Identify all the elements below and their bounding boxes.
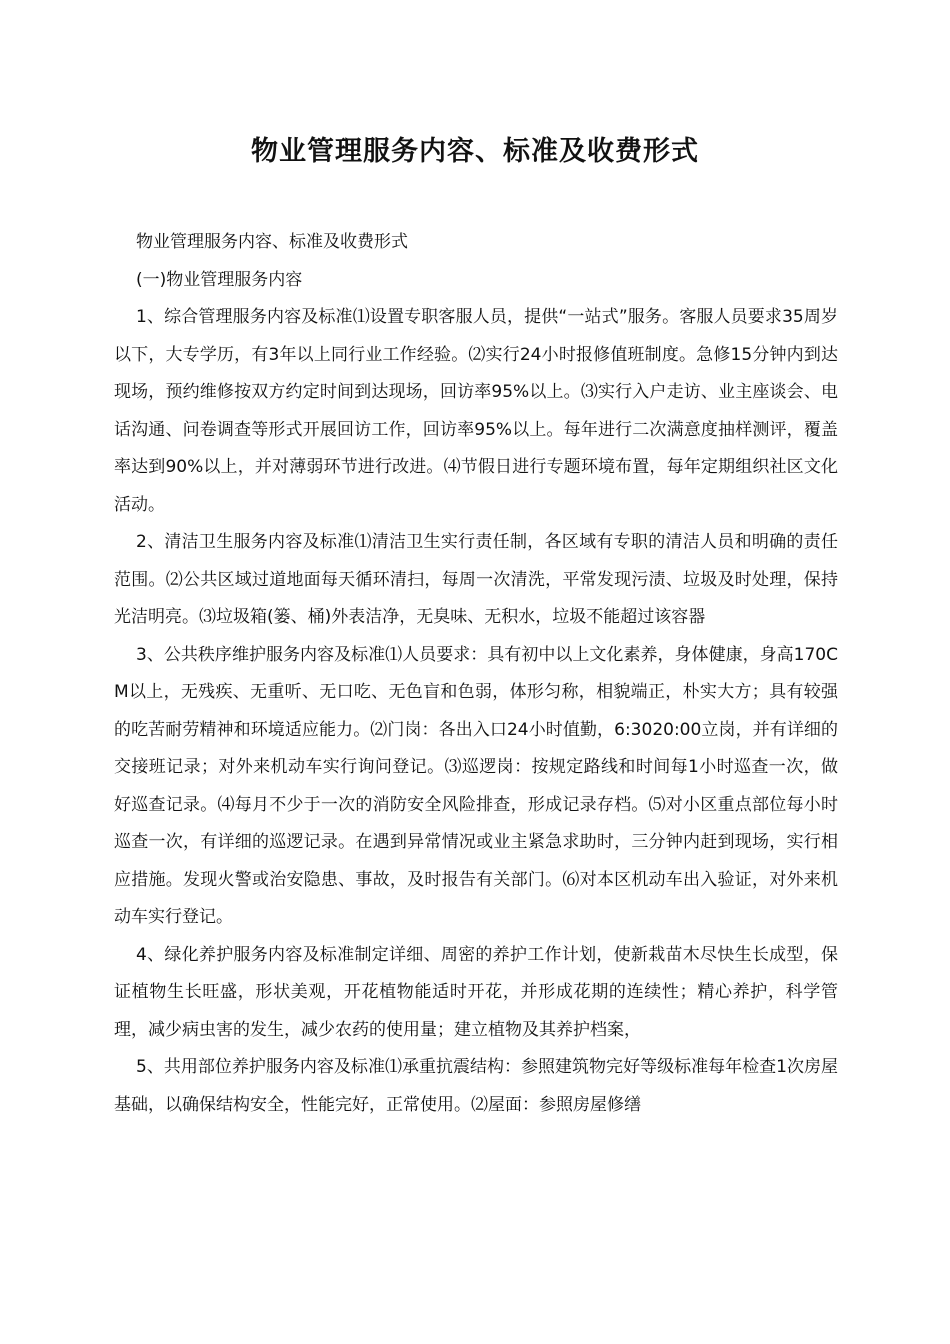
paragraph-section-heading: (一)物业管理服务内容 bbox=[136, 269, 303, 290]
paragraph-cleaning: 2、清洁卫生服务内容及标准⑴清洁卫生实行责任制，各区域有专职的清洁人员和明确的责任范围。⑵公共区域过道地面每天循环清扫，每周一次清洗，平常发现污渍、垃圾及时处理，保持光洁明亮。⑶垃圾箱(篓、桶)外表洁净，无臭味、无积水，垃圾不能超过该容器 bbox=[114, 532, 838, 627]
document-title: 物业管理服务内容、标准及收费形式 bbox=[251, 136, 699, 167]
paragraph-subtitle: 物业管理服务内容、标准及收费形式 bbox=[136, 232, 408, 252]
paragraph-common-parts: 5、共用部位养护服务内容及标准⑴承重抗震结构：参照建筑物完好等级标准每年检查1次房屋基础，以确保结构安全，性能完好，正常使用。⑵屋面：参照房屋修缮 bbox=[114, 1057, 838, 1115]
paragraph-greening: 4、绿化养护服务内容及标准制定详细、周密的养护工作计划，使新栽苗木尽快生长成型，保证植物生长旺盛，形状美观，开花植物能适时开花，并形成花期的连续性；精心养护，科学管理，减少病虫害的发生，减少农药的使用量；建立植物及其养护档案， bbox=[114, 944, 838, 1040]
paragraph-general-management: 1、综合管理服务内容及标准⑴设置专职客服人员，提供“一站式”服务。客服人员要求35周岁以下，大专学历，有3年以上同行业工作经验。⑵实行24小时报修值班制度。急修15分钟内到达现场，预约维修按双方约定时间到达现场，回访率95%以上。⑶实行入户走访、业主座谈会、电话沟通、问卷调查等形式开展回访工作，回访率95%以上。每年进行二次满意度抽样测评，覆盖率达到90%以上，并对薄弱环节进行改进。⑷节假日进行专题环境布置，每年定期组织社区文化活动。 bbox=[114, 307, 838, 515]
document-body bbox=[114, 224, 838, 1124]
paragraph-public-order: 3、公共秩序维护服务内容及标准⑴人员要求：具有初中以上文化素养，身体健康，身高170CM以上，无残疾、无重听、无口吃、无色盲和色弱，体形匀称，相貌端正，朴实大方；具有较强的吃苦耐劳精神和环境适应能力。⑵门岗：各出入口24小时值勤，6:3020:00立岗，并有详细的交接班记录；对外来机动车实行询问登记。⑶巡逻岗：按规定路线和时间每1小时巡查一次，做好巡查记录。⑷每月不少于一次的消防安全风险排查，形成记录存档。⑸对小区重点部位每小时巡查一次，有详细的巡逻记录。在遇到异常情况或业主紧急求助时，三分钟内赶到现场，实行相应措施。发现火警或治安隐患、事故，及时报告有关部门。⑹对本区机动车出入验证，对外来机动车实行登记。 bbox=[114, 644, 838, 927]
